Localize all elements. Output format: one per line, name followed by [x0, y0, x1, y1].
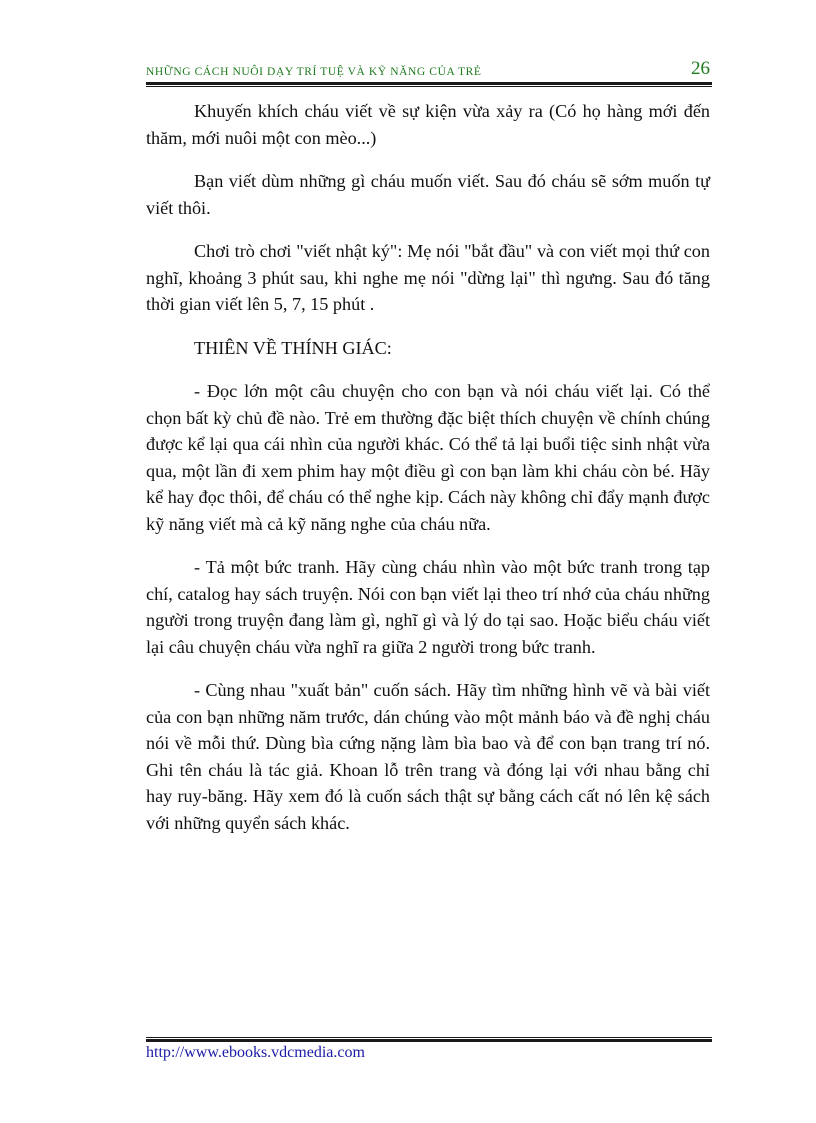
paragraph: - Cùng nhau "xuất bản" cuốn sách. Hãy tìm những hình vẽ và bài viết của con bạn những năm trước, dán chúng vào một mảnh báo và đề nghị cháu nói về mỗi thứ. Dùng bìa cứng nặng làm bìa bao và để con bạn trang trí nó. Ghi tên cháu là tác giả. Khoan lỗ trên trang và đóng lại với nhau bằng chỉ hay ruy-băng. Hãy xem đó là cuốn sách thật sự bằng cách cất nó lên kệ sách với những quyển sách khác. — [146, 680, 710, 833]
footer-divider — [146, 1037, 712, 1042]
paragraph: - Tả một bức tranh. Hãy cùng cháu nhìn vào một bức tranh trong tạp chí, catalog hay sách truyện. Nói con bạn viết lại theo trí nhớ của cháu những người trong truyện đang làm gì, nghĩ gì và lý do tại sao. Hoặc biểu cháu viết lại câu chuyện cháu vừa nghĩ ra giữa 2 người trong bức tranh. — [146, 557, 710, 657]
footer-website-link[interactable]: http://www.ebooks.vdcmedia.com — [146, 1044, 365, 1061]
book-title: NHỮNG CÁCH NUÔI DẠY TRÍ TUỆ VÀ KỸ NĂNG CỦA TRẺ — [146, 66, 482, 78]
page-body — [146, 98, 710, 853]
paragraph: - Đọc lớn một câu chuyện cho con bạn và nói cháu viết lại. Có thể chọn bất kỳ chủ đề nào. Trẻ em thường đặc biệt thích chuyện về chính chúng được kể lại qua cái nhìn của người khác. Có thể tả lại buổi tiệc sinh nhật vừa qua, một lần đi xem phim hay một điều gì con bạn làm khi cháu còn bé. Hãy kể hay đọc thôi, để cháu có thể nghe kịp. Cách này không chỉ đẩy mạnh được kỹ năng viết mà cả kỹ năng nghe của cháu nữa. — [146, 381, 710, 534]
page-number: 26 — [691, 58, 710, 79]
paragraph: Khuyến khích cháu viết về sự kiện vừa xảy ra (Có họ hàng mới đến thăm, mới nuôi một con mèo...) — [146, 101, 710, 148]
paragraph: Chơi trò chơi "viết nhật ký": Mẹ nói "bắt đầu" và con viết mọi thứ con nghĩ, khoảng 3 phút sau, khi nghe mẹ nói "dừng lại" thì ngưng. Sau đó tăng thời gian viết lên 5, 7, 15 phút . — [146, 241, 710, 314]
section-heading: THIÊN VỀ THÍNH GIÁC: — [194, 337, 392, 358]
header-divider — [146, 82, 712, 87]
paragraph: Bạn viết dùm những gì cháu muốn viết. Sau đó cháu sẽ sớm muốn tự viết thôi. — [146, 171, 710, 218]
page-header — [146, 58, 712, 82]
